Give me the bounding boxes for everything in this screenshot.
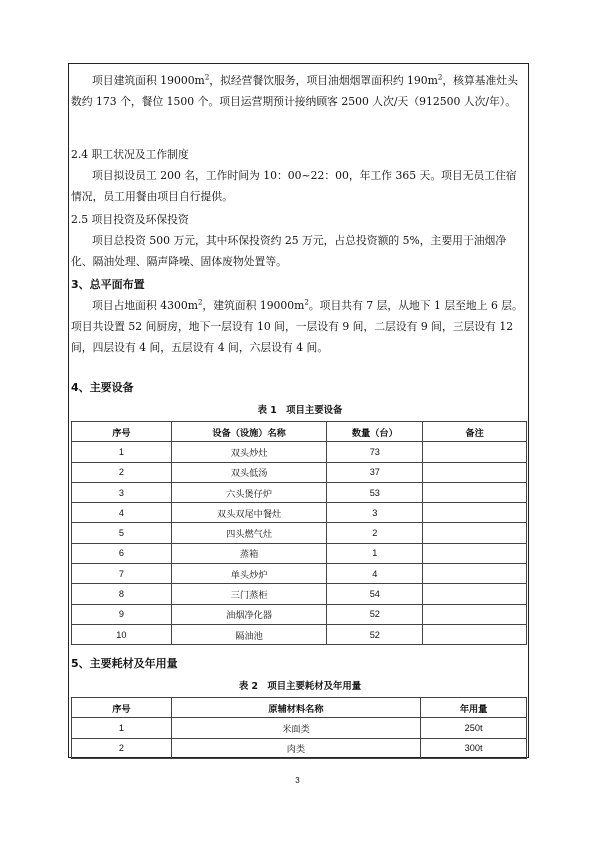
table2-header-cell: 原辅材料名称 (171, 698, 420, 718)
table1-row-cell: 7 (72, 564, 172, 584)
table1-row-cell: 2 (72, 462, 172, 482)
table1-row-cell (423, 584, 527, 604)
table2-row-cell: 肉类 (171, 738, 420, 758)
table1-row-cell (423, 442, 527, 462)
table1-row (72, 624, 527, 644)
heading-5: 5、主要耗材及年用量 (71, 657, 178, 670)
table1-row-cell: 双头炒灶 (171, 442, 327, 462)
table1-row (72, 604, 527, 624)
heading-4: 4、主要设备 (71, 381, 134, 394)
table1-row-cell: 蒸箱 (171, 543, 327, 563)
paragraph-investment: 项目总投资 500 万元，其中环保投资约 25 万元，占总投资额的 5%，主要用于油烟净化、隔油处理、隔声降噪、固体废物处置等。 (71, 234, 507, 268)
table1-row-cell: 4 (327, 564, 423, 584)
table1-row-cell (423, 624, 527, 644)
paragraph-layout: 项目占地面积 $4300m^2$，建筑面积 $19000m^2$。项目共有 7 层，从地下 1 层至地上 6 层。项目共设置 52 间厨房，地下一层设有 10 间，一层设有 9 间，二层设有 9 间，三层设有 12 间，四层设有 4 间，五层设有 4 间，六层设有 4 间。 (71, 298, 523, 354)
table1-row-cell: 4 (72, 503, 172, 523)
table1-caption: 表 1 项目主要设备 (257, 405, 343, 416)
table1-row (72, 543, 527, 563)
table1-row (72, 482, 527, 502)
table1-header-cell: 设备（设施）名称 (171, 422, 327, 442)
heading-2-4: 2.4 职工状况及工作制度 (71, 148, 189, 161)
heading-3: 3、总平面布置 (71, 278, 145, 291)
table1-row-cell: 油烟净化器 (171, 604, 327, 624)
table1-row (72, 503, 527, 523)
table1-row-cell (423, 604, 527, 624)
heading-2-5: 2.5 项目投资及环保投资 (71, 213, 189, 226)
table1-row-cell: 53 (327, 482, 423, 502)
table1-row-cell: 54 (327, 584, 423, 604)
table2-row-cell: 米面类 (171, 718, 420, 738)
table1-row-cell: 1 (72, 442, 172, 462)
table2-header-cell: 序号 (72, 698, 172, 718)
table1-row-cell: 三门蒸柜 (171, 584, 327, 604)
table1-row (72, 462, 527, 482)
table1-row-cell (423, 543, 527, 563)
table1-row (72, 523, 527, 543)
table1-header-cell: 数量（台） (327, 422, 423, 442)
table1-row-cell: 2 (327, 523, 423, 543)
table1-header-cell: 备注 (423, 422, 527, 442)
table1-row-cell: 3 (72, 482, 172, 502)
table2-caption: 表 2 项目主要耗材及年用量 (238, 681, 362, 692)
table1-row-cell: 3 (327, 503, 423, 523)
table1-row-cell: 1 (327, 543, 423, 563)
table1-row-cell: 37 (327, 462, 423, 482)
table1-row-cell: 四头燃气灶 (171, 523, 327, 543)
table1-body (72, 442, 527, 645)
table1-row-cell: 52 (327, 624, 423, 644)
table1-row-cell (423, 503, 527, 523)
table2-row (72, 718, 527, 738)
table1-row (72, 442, 527, 462)
table1-header-row (72, 422, 527, 442)
table1-row-cell: 六头煲仔炉 (171, 482, 327, 502)
table1-row-cell (423, 462, 527, 482)
paragraph-staff: 项目拟设员工 200 名，工作时间为 10：00~22：00，年工作 365 天。项目无员工住宿情况，员工用餐由项目自行提供。 (71, 169, 517, 203)
table1-row-cell: 52 (327, 604, 423, 624)
table2-header-row (72, 698, 527, 718)
table1-row-cell: 5 (72, 523, 172, 543)
table2-row-cell: 2 (72, 738, 172, 758)
table1-row (72, 584, 527, 604)
paragraph-building-area: 项目建筑面积 $19000m^2$，拟经营餐饮服务，项目油烟烟罩面积约 $190m^2$，核算基准灶头数约 173 个，餐位 1500 个。项目运营期预计接纳顾客 2500 人次/天（912500 人次/年）。 (71, 73, 518, 108)
table1-row-cell (423, 564, 527, 584)
table1-row-cell: 隔油池 (171, 624, 327, 644)
table2-row (72, 738, 527, 758)
table1-row-cell: 10 (72, 624, 172, 644)
equipment-table (71, 421, 527, 645)
table1-row-cell: 双头双尾中餐灶 (171, 503, 327, 523)
page-number: 3 (295, 776, 300, 785)
table1-row-cell: 8 (72, 584, 172, 604)
materials-table (71, 697, 527, 759)
table1-row-cell (423, 482, 527, 502)
table1-row-cell: 73 (327, 442, 423, 462)
table2-row-cell: 1 (72, 718, 172, 738)
table1-row (72, 564, 527, 584)
table2-body (72, 718, 527, 759)
table1-row-cell: 单头炒炉 (171, 564, 327, 584)
table1-header-cell: 序号 (72, 422, 172, 442)
table1-row-cell: 6 (72, 543, 172, 563)
table1-row-cell: 双头低汤 (171, 462, 327, 482)
table2-row-cell: 300t (421, 738, 527, 758)
table2-row-cell: 250t (421, 718, 527, 738)
table1-row-cell: 9 (72, 604, 172, 624)
table1-row-cell (423, 523, 527, 543)
table2-header-cell: 年用量 (421, 698, 527, 718)
